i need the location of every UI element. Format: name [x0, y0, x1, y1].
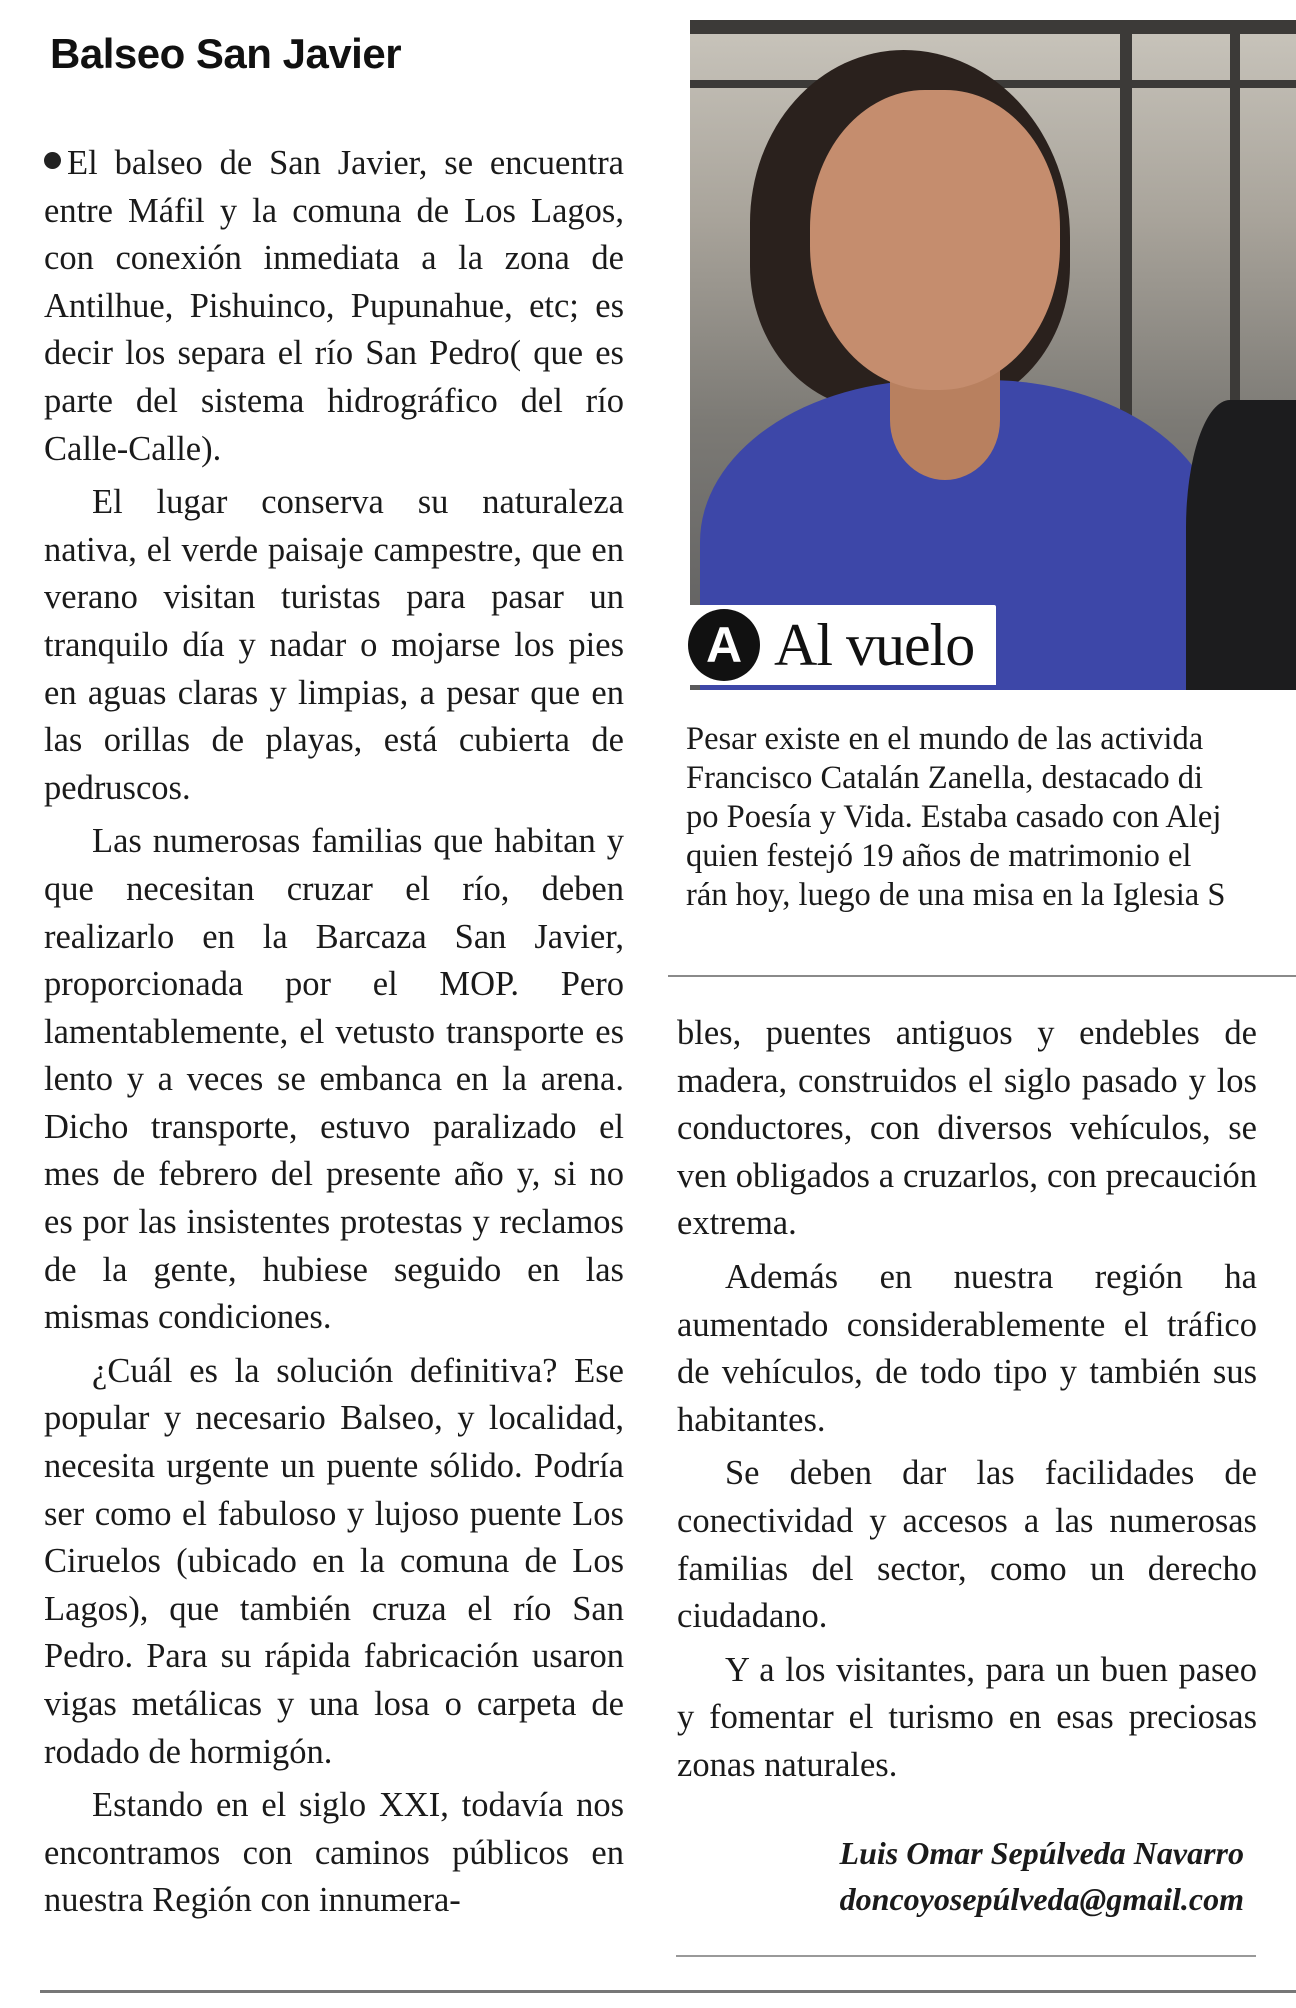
paragraph: Y a los visitantes, para un buen paseo y fomentar el turismo en esas preciosas zonas naturales.	[677, 1650, 1257, 1784]
right-column	[677, 1010, 1257, 1796]
caption-line: rán hoy, luego de una misa en la Iglesia S	[686, 877, 1226, 913]
portrait-photo	[690, 20, 1296, 690]
portrait-face	[810, 90, 1060, 390]
article-headline: Balseo San Javier	[50, 30, 402, 77]
caption-line: Pesar existe en el mundo de las activida	[686, 721, 1204, 757]
paragraph: ¿Cuál es la solución definitiva? Ese popular y necesario Balseo, y localidad, necesita urgente un puente sólido. Podría ser como el fabuloso y lujoso puente Los Ciruelos (ubicado en la comuna de Los Lagos), que también cruza el río San Pedro. Para su rápida fabricación usaron vigas metálicas y una losa o carpeta de rodado de hormigón.	[44, 1351, 624, 1771]
paragraph: Estando en el siglo XXI, todavía nos encontramos con caminos públicos en nuestra Región con innumera-	[44, 1786, 624, 1920]
paragraph	[44, 140, 624, 473]
section-title: Al vuelo	[774, 611, 975, 678]
caption-line: po Poesía y Vida. Estaba casado con Alej	[686, 799, 1222, 835]
caption-line: quien festejó 19 años de matrimonio el	[686, 838, 1192, 874]
paragraph-text: El balseo de San Javier, se encuentra entre Máfil y la comuna de Los Lagos, con conexión inmediata a la zona de Antilhue, Pishuinco, Pupunahue, etc; es decir los separa el río San Pedro( que es parte del sistema hidrográfico del río Calle-Calle).	[44, 144, 624, 468]
paragraph: Además en nuestra región ha aumentado considerablemente el tráfico de vehículos, de todo tipo y también sus habitantes.	[677, 1257, 1257, 1439]
paragraph: Las numerosas familias que habitan y que necesitan cruzar el río, deben realizarlo en la Barcaza San Javier, proporcionada por el MOP. Pero lamentablemente, el vetusto transporte es lento y a veces se embanca en la arena. Dicho transporte, estuvo paralizado el mes de febrero del presente año y, si no es por las insistentes protestas y reclamos de la gente, hubiese seguido en las mismas condiciones.	[44, 822, 624, 1337]
portrait-shadow	[1186, 400, 1296, 690]
author-name: Luis Omar Sepúlveda Navarro	[839, 1835, 1244, 1871]
steel-column	[1120, 20, 1132, 420]
bullet-icon	[44, 152, 61, 169]
paragraph: El lugar conserva su naturaleza nativa, el verde paisaje campestre, que en verano visitan turistas para pasar un tranquilo día y nadar o mojarse los pies en aguas claras y limpias, a pesar que en las orillas de playas, está cubierta de pedruscos.	[44, 483, 624, 807]
left-column	[44, 140, 624, 1931]
divider-rule	[668, 975, 1296, 977]
section-banner	[688, 605, 996, 685]
paragraph: bles, puentes antiguos y endebles de madera, construidos el siglo pasado y los conductores, con diversos vehículos, se ven obligados a cruzarlos, con precaución extrema.	[677, 1014, 1257, 1243]
steel-column	[1230, 20, 1240, 400]
photo-caption	[686, 720, 1296, 915]
page-bottom-rule	[40, 1990, 1296, 1993]
divider-rule	[676, 1955, 1256, 1957]
paragraph: Se deben dar las facilidades de conectividad y accesos a las numerosas familias del sector, como un derecho ciudadano.	[677, 1454, 1257, 1636]
author-signature	[840, 1830, 1244, 1922]
section-badge: A	[688, 609, 760, 681]
ceiling-beam	[690, 20, 1296, 34]
caption-line: Francisco Catalán Zanella, destacado di	[686, 760, 1204, 796]
author-email: doncoyosepúlveda@gmail.com	[839, 1881, 1244, 1917]
